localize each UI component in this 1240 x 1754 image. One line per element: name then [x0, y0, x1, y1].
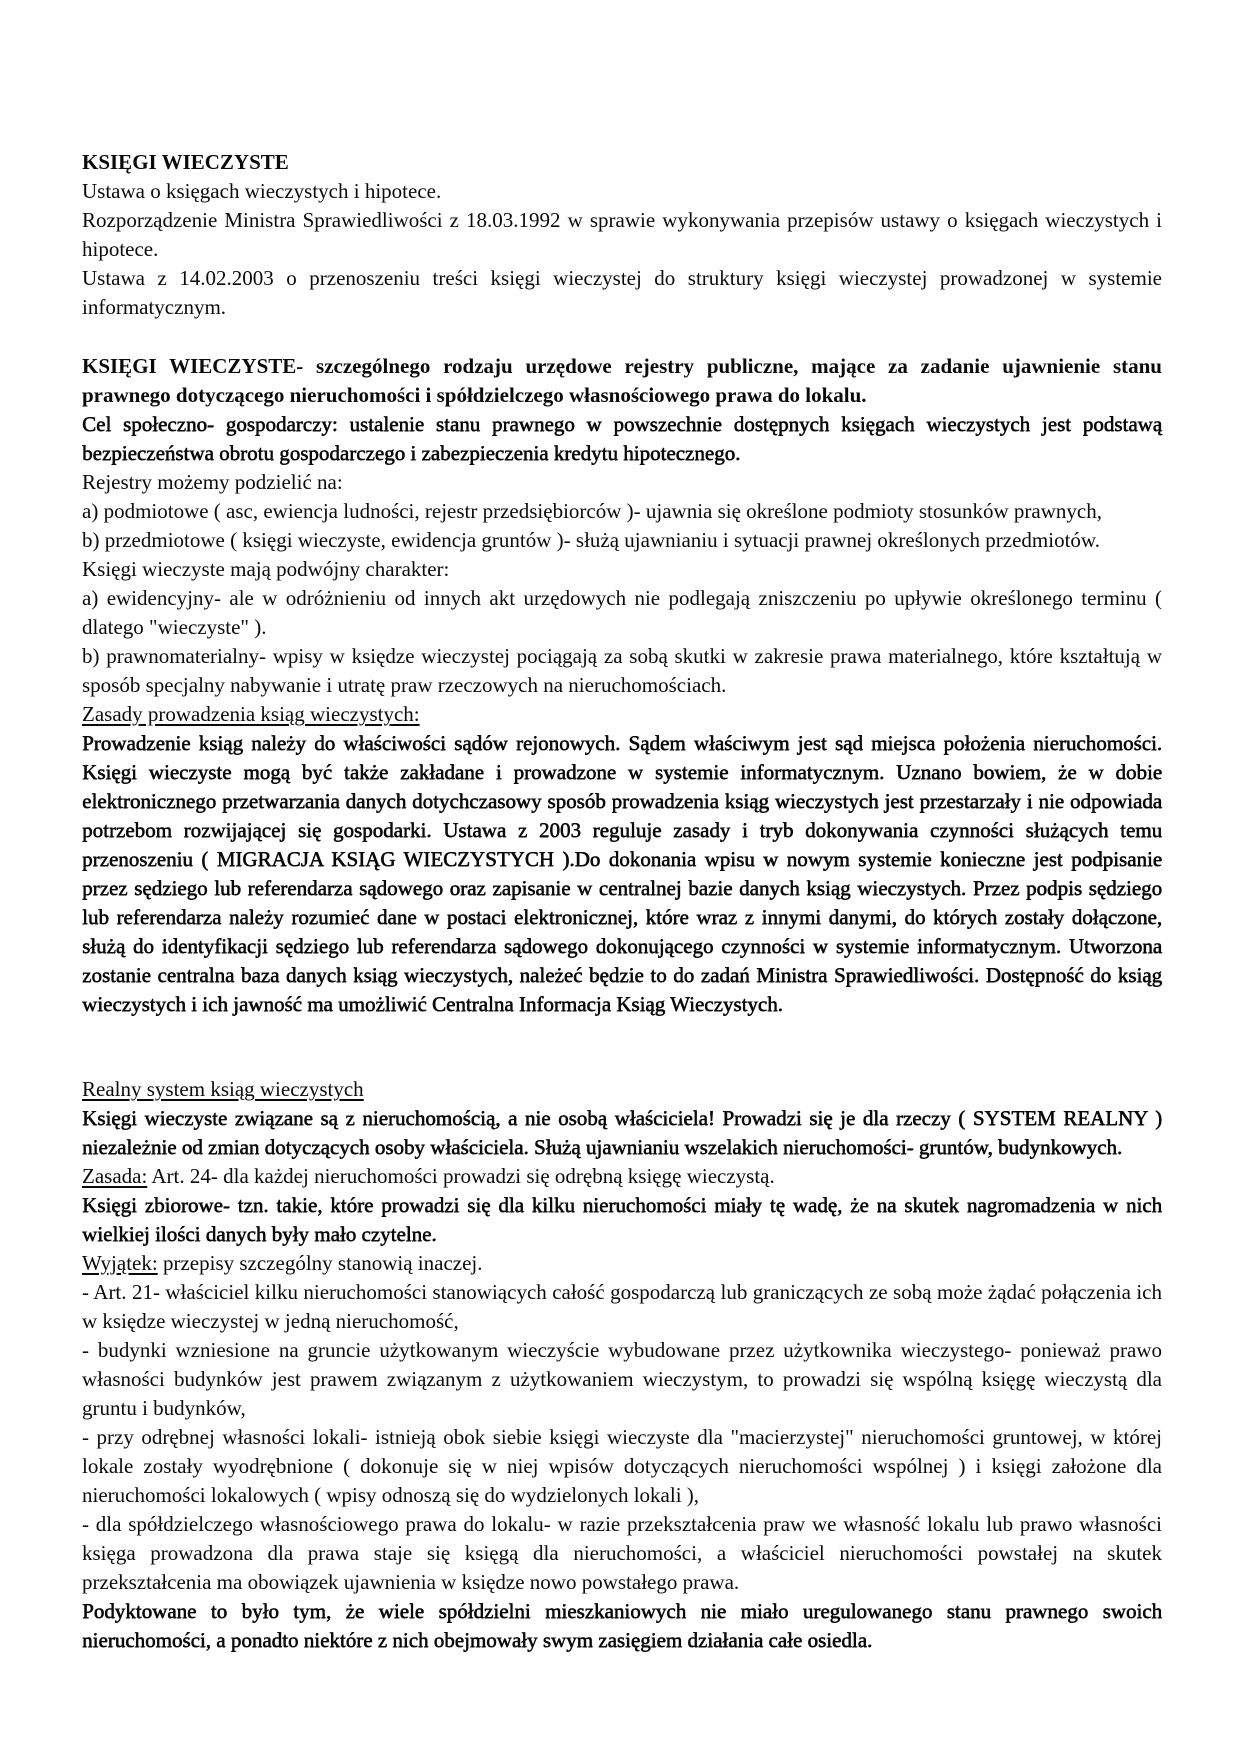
zasada-paragraph — [82, 1162, 1162, 1191]
wyjatek-label: Wyjątek: — [82, 1251, 158, 1275]
closing-note-paragraph: Podyktowane to było tym, że wiele spółdzielni mieszkaniowych nie miało uregulowanego stanu prawnego swoich nieruchomości, a ponadto niektóre z nich obejmowały swym zasięgiem działania całe osiedla. — [82, 1599, 1162, 1652]
zasada-text: Art. 24- dla każdej nieruchomości prowadzi się odrębną księgę wieczystą. — [147, 1164, 775, 1188]
legal-source-line: Ustawa z 14.02.2003 o przenoszeniu treści księgi wieczystej do struktury księgi wieczystej prowadzonej w systemie informatycznym. — [82, 266, 1162, 319]
zasada-label: Zasada: — [82, 1164, 148, 1188]
exception-item: - dla spółdzielczego własnościowego prawa do lokalu- w razie przekształcenia praw we własność lokalu lub prawo własności księga prowadzona dla prawa staje się księgą dla nieruchomości, a właściciel nieruchomości powstałej na skutek przekształcenia ma obowiązek ujawnienia w księdze nowo powstałego prawa. — [82, 1512, 1162, 1594]
real-system-paragraph: Księgi wieczyste związane są z nieruchomością, a nie osobą właściciela! Prowadzi się je dla rzeczy ( SYSTEM REALNY ) niezależnie od zmian dotyczących osoby właściciela. Służą ujawnianiu wszelakich nieruchomości- gruntów, budynkowych. — [82, 1106, 1162, 1159]
blank-lines — [82, 1019, 1162, 1075]
wyjatek-paragraph — [82, 1249, 1162, 1278]
rules-section-heading — [82, 700, 1162, 729]
register-item: b) przedmiotowe ( księgi wieczyste, ewidencja gruntów )- służą ujawnianiu i sytuacji prawnej określonych przedmiotów. — [82, 528, 1100, 552]
legal-source-line: Ustawa o księgach wieczystych i hipotece. — [82, 179, 442, 203]
purpose-paragraph: Cel społeczno- gospodarczy: ustalenie stanu prawnego w powszechnie dostępnych księgach wieczystych jest podstawą bezpieczeństwa obrotu gospodarczego i zabezpieczenia kredytu hipotecznego. — [82, 412, 1162, 465]
character-intro: Księgi wieczyste mają podwójny charakter: — [82, 557, 450, 581]
rules-heading-text: Zasady prowadzenia ksiąg wieczystych: — [82, 702, 420, 726]
exception-item: - budynki wzniesione na gruncie użytkowanym wieczyście wybudowane przez użytkownika wieczystego- ponieważ prawo własności budynków jest prawem związanym z użytkowaniem wieczystym, to prowadzi się wspólną księgę wieczystą dla gruntu i budynków, — [82, 1338, 1162, 1420]
blank-line — [82, 322, 1162, 352]
registers-intro: Rejestry możemy podzielić na: — [82, 470, 343, 494]
real-system-heading — [82, 1075, 1162, 1104]
character-item: a) ewidencyjny- ale w odróżnieniu od innych akt urzędowych nie podlegają zniszczeniu po upływie określonego terminu ( dlatego "wieczyste" ). — [82, 586, 1162, 639]
exception-item: - Art. 21- właściciel kilku nieruchomości stanowiących całość gospodarczą lub graniczących ze sobą może żądać połączenia ich w księdze wieczystej w jedną nieruchomość, — [82, 1280, 1162, 1333]
document-title: KSIĘGI WIECZYSTE — [82, 150, 289, 174]
document-content — [82, 148, 1162, 1655]
definition-paragraph: KSIĘGI WIECZYSTE- szczególnego rodzaju urzędowe rejestry publiczne, mające za zadanie ujawnienie stanu prawnego dotyczącego nieruchomości i spółdzielczego własnościowego prawa do lokalu. — [82, 354, 1162, 407]
legal-source-line: Rozporządzenie Ministra Sprawiedliwości z 18.03.1992 w sprawie wykonywania przepisów ustawy o księgach wieczystych i hipotece. — [82, 208, 1162, 261]
wyjatek-text: przepisy szczególny stanowią inaczej. — [157, 1251, 483, 1275]
real-system-heading-text: Realny system ksiąg wieczystych — [82, 1077, 364, 1101]
character-item: b) prawnomaterialny- wpisy w księdze wieczystej pociągają za sobą skutki w zakresie prawa materialnego, które kształtują w sposób specjalny nabywanie i utratę praw rzeczowych na nieruchomościach. — [82, 644, 1162, 697]
rules-body-paragraph: Prowadzenie ksiąg należy do właściwości sądów rejonowych. Sądem właściwym jest sąd miejsca położenia nieruchomości. Księgi wieczyste mogą być także zakładane i prowadzone w systemie informatycznym. Uznano bowiem, że w dobie elektronicznego przetwarzania danych dotychczasowy sposób prowadzenia ksiąg wieczystych jest przestarzały i nie odpowiada potrzebom rozwijającej się gospodarki. Ustawa z 2003 reguluje zasady i tryb dokonywania czynności służących temu przenoszeniu ( MIGRACJA KSIĄG WIECZYSTYCH ).Do dokonania wpisu w nowym systemie konieczne jest podpisanie przez sędziego lub referendarza sądowego oraz zapisanie w centralnej bazie danych ksiąg wieczystych. Przez podpis sędziego lub referendarza należy rozumieć dane w postaci elektronicznej, które wraz z innymi danymi, do których zostały dołączone, służą do identyfikacji sędziego lub referendarza sądowego dokonującego czynności w systemie informatycznym. Utworzona zostanie centralna baza danych ksiąg wieczystych, należeć będzie to do zadań Ministra Sprawiedliwości. Dostępność do ksiąg wieczystych i ich jawność ma umożliwić Centralna Informacja Ksiąg Wieczystych. — [82, 731, 1162, 1016]
collective-books-paragraph: Księgi zbiorowe- tzn. takie, które prowadzi się dla kilku nieruchomości miały tę wadę, że na skutek nagromadzenia w nich wielkiej ilości danych były mało czytelne. — [82, 1193, 1162, 1246]
exception-item: - przy odrębnej własności lokali- istnieją obok siebie księgi wieczyste dla "macierzystej" nieruchomości gruntowej, w której lokale zostały wyodrębnione ( dokonuje się w niej wpisów dotyczących nieruchomości wspólnej ) i księgi założone dla nieruchomości lokalowych ( wpisy odnoszą się do wydzielonych lokali ), — [82, 1425, 1162, 1507]
register-item: a) podmiotowe ( asc, ewiencja ludności, rejestr przedsiębiorców )- ujawnia się określone podmioty stosunków prawnych, — [82, 499, 1102, 523]
